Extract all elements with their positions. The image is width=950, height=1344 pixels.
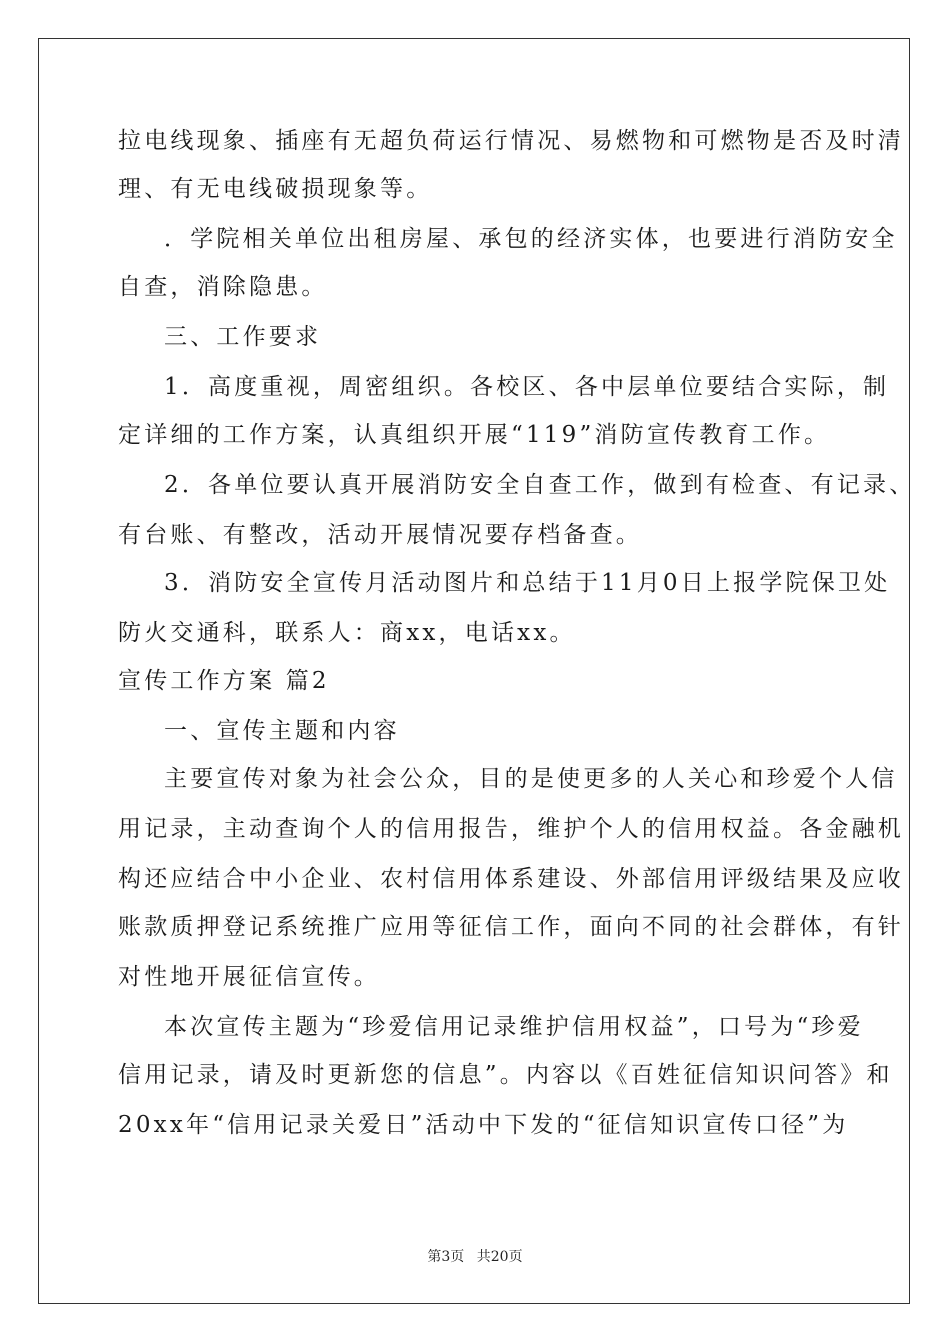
page-total: 共20页 [476, 1249, 523, 1265]
text-line: 有台账、有整改，活动开展情况要存档备查。 [118, 522, 642, 548]
text-line: 拉电线现象、插座有无超负荷运行情况、易燃物和可燃物是否及时清 [118, 128, 904, 154]
page-footer [0, 1246, 950, 1266]
text-line: 1．高度重视，周密组织。各校区、各中层单位要结合实际，制 [164, 374, 890, 400]
text-line: ．学院相关单位出租房屋、承包的经济实体，也要进行消防安全 [164, 226, 898, 252]
text-line: 账款质押登记系统推广应用等征信工作，面向不同的社会群体，有针 [118, 914, 904, 940]
text-line: 定详细的工作方案，认真组织开展“119”消防宣传教育工作。 [118, 422, 831, 448]
text-line: 信用记录，请及时更新您的信息”。内容以《百姓征信知识问答》和 [118, 1062, 893, 1088]
text-line: 防火交通科，联系人：商xx，电话xx。 [118, 620, 576, 646]
text-line: 2．各单位要认真开展消防安全自查工作，做到有检查、有记录、 [164, 472, 916, 498]
text-line: 20xx年“信用记录关爱日”活动中下发的“征信知识宣传口径”为 [118, 1112, 849, 1138]
page-number: 第3页 [427, 1249, 465, 1265]
text-line: 理、有无电线破损现象等。 [118, 176, 433, 202]
section-heading: 三、工作要求 [164, 324, 322, 350]
text-line: 用记录，主动查询个人的信用报告，维护个人的信用权益。各金融机 [118, 816, 904, 842]
text-line: 本次宣传主题为“珍爱信用记录维护信用权益”，口号为“珍爱 [164, 1014, 864, 1040]
article-title: 宣传工作方案 篇2 [118, 668, 330, 694]
section-heading: 一、宣传主题和内容 [164, 718, 400, 744]
text-line: 构还应结合中小企业、农村信用体系建设、外部信用评级结果及应收 [118, 866, 904, 892]
text-line: 3．消防安全宣传月活动图片和总结于11月0日上报学院保卫处 [164, 570, 891, 596]
text-line: 自查，消除隐患。 [118, 274, 328, 300]
text-line: 对性地开展征信宣传。 [118, 964, 380, 990]
text-line: 主要宣传对象为社会公众，目的是使更多的人关心和珍爱个人信 [164, 766, 898, 792]
